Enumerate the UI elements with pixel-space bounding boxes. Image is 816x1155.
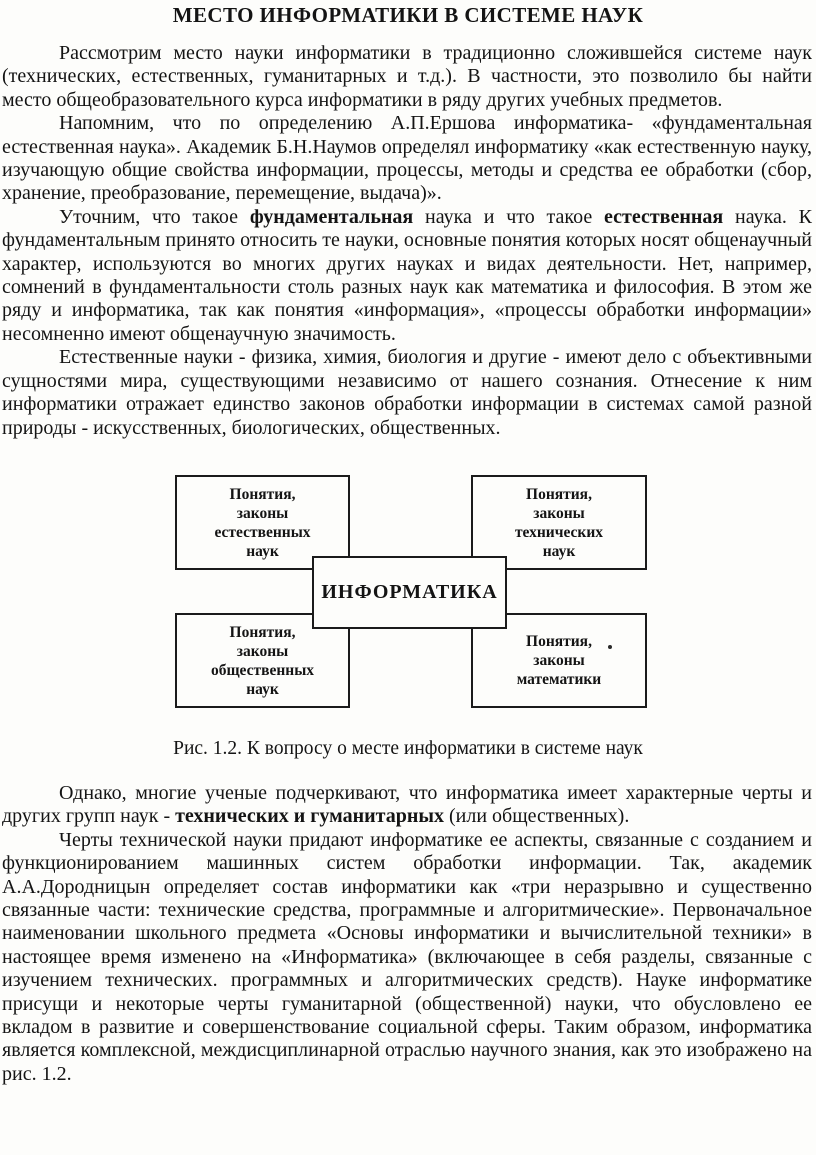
diagram-box-label: Понятия, законы общественных наук [210,623,315,698]
diagram-box-informatics-center [312,556,507,629]
paragraph: Черты технической науки придают информатике ее аспекты, связанные с созданием и функционированием машинных систем обработки информации. Так, академик А.А.Дородницын определяет состав информатики как «три неразрывно и существенно связанные части: технические средства, программные и алгоритмические». Первоначальное наименовании школьного предмета «Основы информатики и вычислительной техники» в настоящее время изменено на «Информатика» (включающее в себя разделы, связанные с изучением технических. программных и алгоритмических средств). Науке информатике присущи и некоторые черты гуманитарной (общественной) науки, что обусловлено ее вкладом в развитие и совершенствование социальной сферы. Таким образом, информатика является комплексной, междисциплинарной отраслью научного знания, как это изображено на рис. 1.2. [2,828,812,1085]
text-block-lower [2,782,812,1086]
paragraph: Однако, многие ученые подчеркивают, что информатика имеет характерные черты и других групп наук - технических и гуманитарных (или общественных). [2,782,812,828]
diagram-box-label: Понятия, законы математики [516,633,602,688]
paragraph: Напомним, что по определению А.П.Ершова информатика- «фундаментальная естественная наука». Академик Б.Н.Наумов определял информатику «как естественную науку, изучающую общие свойства информации, процессы, методы и средства ее обработки (сбор, хранение, преобразование, перемещение, выдача)». [2,112,812,205]
paragraph: Уточним, что такое фундаментальная наука и что такое естественная наука. К фундаментальным принято относить те науки, основные понятия которых носят общенаучный характер, используются во многих других науках и видах деятельности. Нет, например, сомнений в фундаментальности столь разных наук как математика и философия. В этом же ряду и информатика, так как понятия «информация», «процессы обработки информации» несомненно имеют общенаучную значимость. [2,205,813,345]
figure-caption: Рис. 1.2. К вопросу о месте информатики в системе наук [173,738,643,759]
scan-artifact-dot [608,645,612,649]
diagram-box-label: Понятия, законы технических наук [514,485,604,560]
diagram-box-label: Понятия, законы естественных наук [214,485,311,560]
text-block-upper [2,42,812,440]
page-title: МЕСТО ИНФОРМАТИКИ В СИСТЕМЕ НАУК [172,3,644,27]
paragraph: Естественные науки - физика, химия, биология и другие - имеют дело с объективными сущностями мира, существующими независимо от нашего сознания. Отнесение к ним информатики отражает единство законов обработки информации в системах самой разной природы - искусственных, биологических, общественных. [2,346,812,439]
paragraph: Рассмотрим место науки информатики в традиционно сложившейся системе наук (технических, естественных, гуманитарных и т.д.). В частности, это позволило бы найти место общеобразовательного курса информатики в ряду других учебных предметов. [2,42,812,111]
diagram-box-technical-sciences [471,475,647,570]
diagram-box-social-sciences [175,613,350,708]
diagram-box-natural-sciences [175,475,350,570]
diagram-center-label: ИНФОРМАТИКА [321,581,498,603]
diagram-box-mathematics [471,613,647,708]
